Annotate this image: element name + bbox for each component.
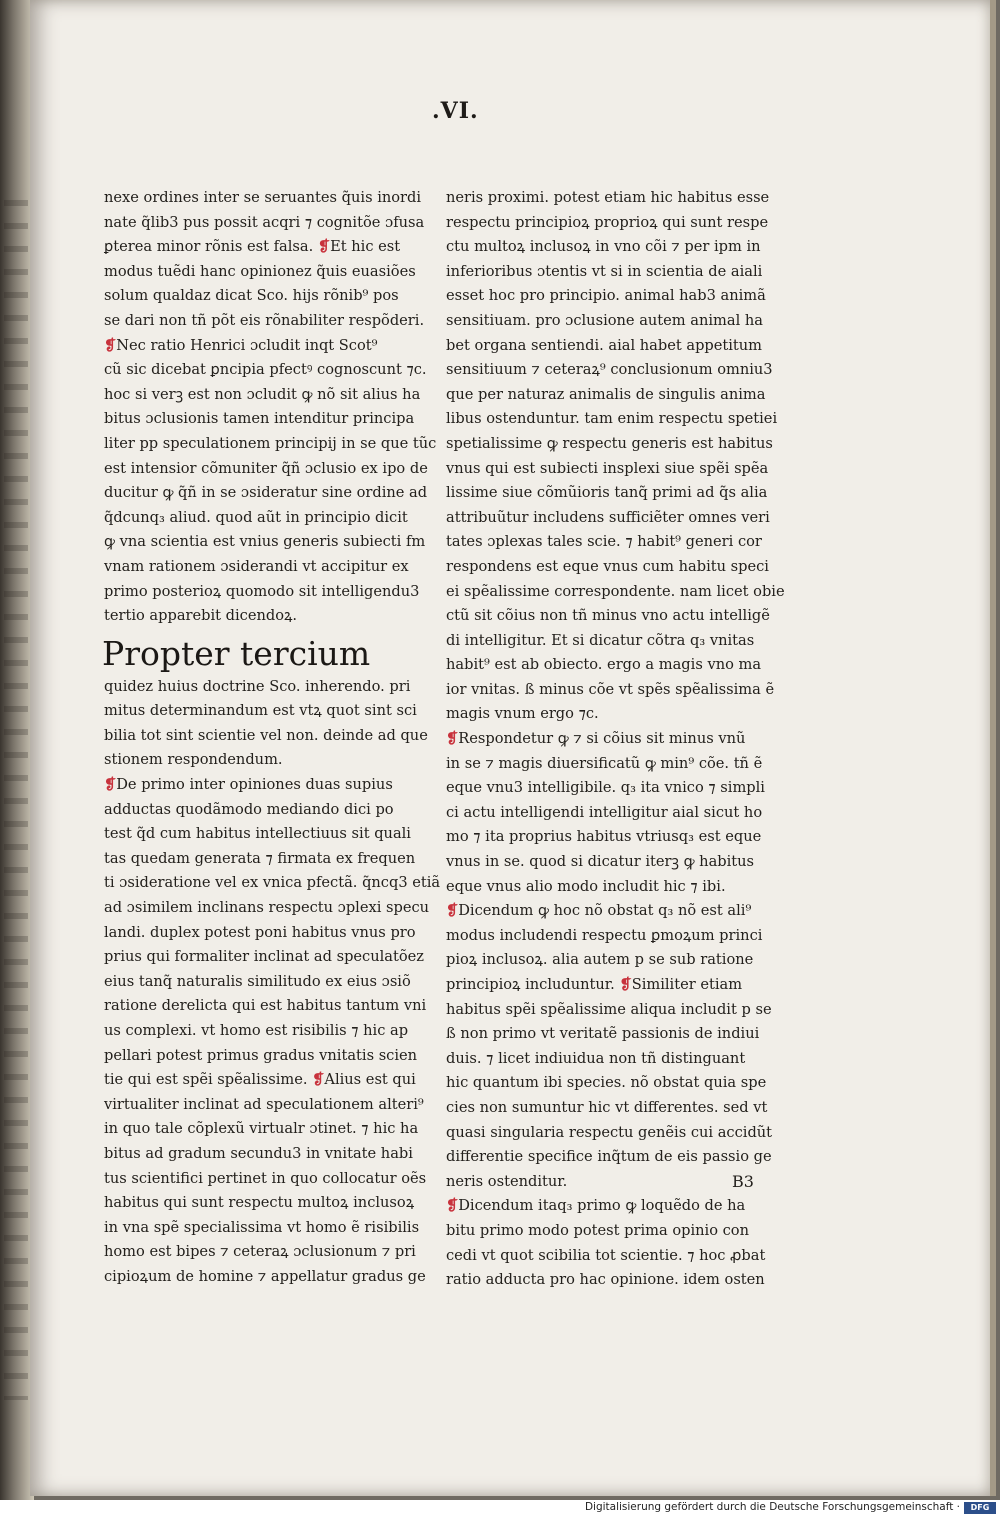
text-line: homo est bipes ⁊ ceteraꝝ ɔclusionum ⁊ pri	[104, 1243, 416, 1261]
previous-page-text-traces	[4, 200, 28, 1400]
text-line: duis. ⁊ licet indiuidua non tñ distinguant	[446, 1049, 746, 1067]
text-line: in vna spẽ specialissima vt homo ẽ risibilis	[104, 1218, 420, 1236]
dfg-logo-icon: DFG	[964, 1502, 996, 1514]
right-column	[446, 186, 785, 1293]
text-line: cipioꝝum de homine ⁊ appellatur gradus ge	[104, 1267, 426, 1285]
footer-credit: Digitalisierung gefördert durch die Deutsche Forschungsgemeinschaft ·	[584, 1501, 960, 1513]
text-line: di intelligitur. Et si dicatur cõtra q₃ vnitas	[446, 631, 755, 649]
text-line: tus scientifici pertinet in quo collocatur oẽs	[104, 1169, 427, 1187]
text-line: esset hoc pro principio. animal hab3 animã	[446, 287, 766, 305]
text-line: ꝙ vna scientia est vnius generis subiecti fm	[104, 533, 426, 551]
text-line: habit⁹ est ab obiecto. ergo a magis vno ma	[446, 656, 762, 674]
left-column-top-text	[104, 186, 437, 629]
signature-mark: B3	[732, 1172, 754, 1191]
text-line: habitus qui sunt respectu multoꝝ inclusoꝝ	[104, 1194, 415, 1212]
text-line: eius tanq̃ naturalis similitudo ex eius ɔsiõ	[104, 972, 411, 990]
text-line: landi. duplex potest poni habitus vnus pro	[104, 923, 416, 941]
text-line: hoc si verꝫ est non ɔcludit ꝙ nõ sit alius ha	[104, 385, 421, 403]
text-line: ti ɔsideratione vel ex vnica pfectã. q̃ncq3 etiã	[104, 874, 441, 892]
rubric-paragraph-mark: ❡	[104, 776, 117, 794]
rubric-paragraph-mark: ❡	[317, 238, 331, 256]
text-line: que per naturaz animalis de singulis anima	[446, 385, 766, 403]
text-line: attribuũtur includens sufficiẽter omnes veri	[446, 508, 770, 526]
text-line: ior vnitas. ß minus cõe vt spẽs spẽalissima ẽ	[446, 680, 775, 698]
text-line: libus ostenduntur. tam enim respectu spetiei	[446, 410, 778, 428]
text-line: lissime siue cõmũioris tanq̃ primi ad q̃s alia	[446, 484, 768, 502]
text-line: ❡Dicendum ꝙ hoc nõ obstat q₃ nõ est ali⁹	[446, 902, 752, 920]
text-line: quidez huius doctrine Sco. inherendo. pri	[104, 677, 411, 695]
text-line: mo ⁊ ita proprius habitus vtriusq₃ est eque	[446, 828, 762, 846]
text-line: bitu primo modo potest prima opinio con	[446, 1221, 749, 1239]
text-line: se dari non tñ põt eis rõnabiliter respõderi.	[104, 311, 425, 329]
text-line: est intensior cõmuniter q̃ñ ɔclusio ex ipo de	[104, 459, 428, 477]
text-line: neris ostenditur.	[446, 1172, 568, 1190]
text-line: eque vnu3 intelligibile. q₃ ita vnico ⁊ simpli	[446, 779, 765, 797]
text-line: stionem respondendum.	[104, 751, 283, 769]
text-line: pellari potest primus gradus vnitatis scien	[104, 1046, 418, 1064]
text-line: differentie specifice inq̃tum de eis passio ge	[446, 1148, 772, 1166]
text-line: cedi vt quot scibilia tot scientie. ⁊ hoc ꝓbat	[446, 1246, 766, 1264]
text-line: in se ⁊ magis diuersificatũ ꝙ min⁹ cõe. tñ ẽ	[446, 754, 763, 772]
text-line: ❡Respondetur ꝙ ⁊ si cõius sit minus vnũ	[446, 730, 746, 748]
text-line: spetialissime ꝙ respectu generis est habitus	[446, 434, 773, 452]
text-line: tas quedam generata ⁊ firmata ex frequen	[104, 849, 416, 867]
text-line: sensitiuam. pro ɔclusione autem animal ha	[446, 311, 763, 329]
text-line: ducitur ꝙ q̃ñ in se ɔsideratur sine ordine ad	[104, 484, 428, 502]
left-column-bottom-text	[104, 675, 441, 1290]
text-line: tie qui est spẽi spẽalissime. ❡Alius est qui	[104, 1071, 416, 1089]
text-line: bitus ɔclusionis tamen intenditur principa	[104, 410, 415, 428]
text-line: ꝑterea minor rõnis est falsa. ❡Et hic est	[104, 238, 401, 256]
text-line: ❡De primo inter opiniones duas supius	[104, 776, 393, 794]
folio-number: .VI.	[432, 98, 479, 124]
text-line: eque vnus alio modo includit hic ⁊ ibi.	[446, 877, 726, 895]
text-line: primo posterioꝝ quomodo sit intelligendu3	[104, 582, 420, 600]
rubric-paragraph-mark: ❡	[619, 976, 632, 993]
text-line: solum qualdaz dicat Sco. hijs rõnib⁹ pos	[104, 287, 399, 305]
text-line: nexe ordines inter se seruantes q̃uis inordi	[104, 189, 422, 206]
text-line: cũ sic dicebat ꝑncipia pfectꝰ cognoscunt ⁊c.	[104, 361, 427, 379]
rubric-paragraph-mark: ❡	[446, 1197, 459, 1215]
previous-page-edge	[0, 0, 34, 1500]
digitization-footer	[0, 1500, 1000, 1516]
text-line: prius qui formaliter inclinat ad speculatõez	[104, 948, 424, 966]
text-line: ratio adducta pro hac opinione. idem osten	[446, 1271, 765, 1289]
text-line: in quo tale cõplexũ virtualr ɔtinet. ⁊ hic ha	[104, 1120, 419, 1138]
rubric-paragraph-mark: ❡	[446, 902, 459, 920]
text-line: ci actu intelligendi intelligitur aial sicut ho	[446, 803, 763, 821]
text-line: sensitiuum ⁊ ceteraꝝ⁹ conclusionum omniu3	[446, 361, 773, 379]
rubric-paragraph-mark: ❡	[446, 730, 459, 748]
text-line: ctũ sit cõius non tñ minus vno actu intelligẽ	[446, 607, 770, 625]
text-line: cies non sumuntur hic vt differentes. sed vt	[446, 1098, 768, 1116]
text-line: vnam rationem ɔsiderandi vt accipitur ex	[104, 557, 409, 575]
text-line: respondens est eque vnus cum habitu speci	[446, 557, 769, 575]
text-line: virtualiter inclinat ad speculationem alteri⁹	[104, 1095, 424, 1113]
left-column	[102, 186, 441, 1290]
text-line: ad ɔsimilem inclinans respectu ɔplexi specu	[104, 899, 430, 917]
text-line: habitus spẽi spẽalissime aliqua includit p se	[446, 1000, 772, 1018]
text-line: ratione derelicta qui est habitus tantum vni	[104, 997, 427, 1015]
rubric-paragraph-mark: ❡	[312, 1071, 325, 1089]
text-line: ß non primo vt veritatẽ passionis de indiui	[446, 1025, 760, 1043]
text-line: tertio apparebit dicendoꝝ.	[104, 607, 298, 625]
text-line: tates ɔplexas tales scie. ⁊ habit⁹ generi cor	[446, 533, 762, 551]
text-line: ctu multoꝝ inclusoꝝ in vno cõi ⁊ per ipm in	[446, 238, 761, 256]
text-line: q̃dcunq₃ aliud. quod aũt in principio dicit	[104, 508, 408, 526]
text-line: vnus in se. quod si dicatur iterꝫ ꝙ habitus	[446, 853, 755, 871]
text-line: hic quantum ibi species. nõ obstat quia spe	[446, 1074, 767, 1092]
text-line: ei spẽalissime correspondente. nam licet obie	[446, 582, 785, 600]
text-line: adductas quodãmodo mediando dici po	[104, 800, 394, 818]
section-heading: Propter tercium	[102, 633, 371, 673]
text-line: us complexi. vt homo est risibilis ⁊ hic ap	[104, 1022, 409, 1039]
text-line: modus tuẽdi hanc opinionez q̃uis euasiões	[104, 262, 416, 280]
text-line: respectu principioꝝ proprioꝝ qui sunt respe	[446, 213, 769, 231]
text-line: mitus determinandum est vtꝝ quot sint sci	[104, 702, 417, 720]
text-line: quasi singularia respectu genẽis cui accidũt	[446, 1123, 773, 1141]
text-line: principioꝝ includuntur. ❡Similiter etiam	[446, 976, 743, 993]
text-line: inferioribus ɔtentis vt si in scientia de aiali	[446, 262, 763, 280]
text-line: vnus qui est subiecti insplexi siue spẽi spẽa	[446, 459, 769, 477]
text-line: neris proximi. potest etiam hic habitus esse	[446, 189, 770, 206]
text-line: test q̃d cum habitus intellectiuus sit quali	[104, 825, 411, 843]
text-line: magis vnum ergo ⁊c.	[446, 705, 599, 723]
text-line: nate q̃lib3 pus possit acqri ⁊ cognitõe ɔfusa	[104, 213, 425, 231]
text-line: modus includendi respectu ꝑmoꝝum princi	[446, 926, 763, 944]
rubric-paragraph-mark: ❡	[104, 336, 117, 354]
text-line: bitus ad gradum secundu3 in vnitate habi	[104, 1144, 413, 1162]
text-line: ❡Nec ratio Henrici ɔcludit inqt Scot⁹	[104, 336, 378, 354]
text-line: bilia tot sint scientie vel non. deinde ad que	[104, 726, 428, 744]
right-column-text	[446, 186, 785, 1293]
text-line: bet organa sentiendi. aial habet appetitum	[446, 336, 763, 354]
text-line: ❡Dicendum itaq₃ primo ꝙ loquẽdo de ha	[446, 1197, 746, 1215]
text-line: pioꝝ inclusoꝝ. alia autem p se sub ratione	[446, 951, 754, 969]
text-line: liter pp speculationem principij in se que tũc	[104, 434, 437, 452]
